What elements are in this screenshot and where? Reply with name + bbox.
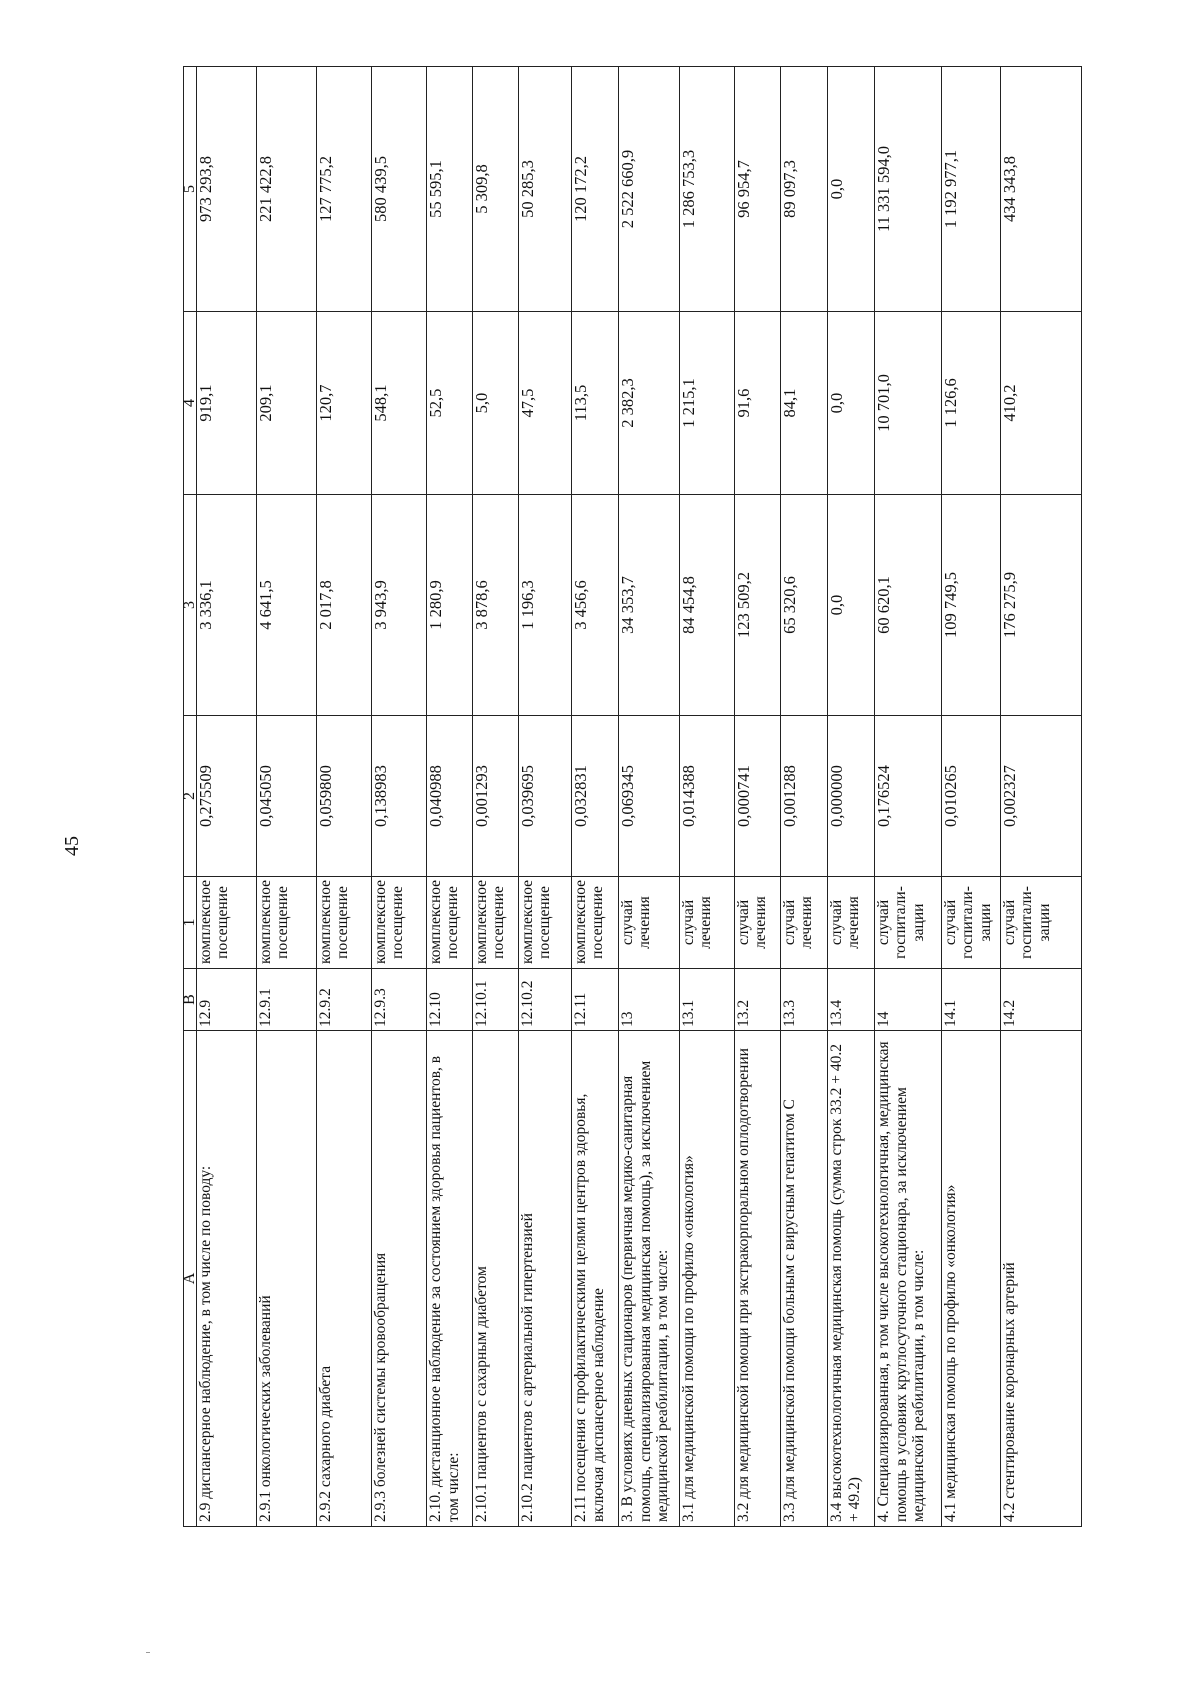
value-col-3: 0,0 bbox=[828, 495, 875, 716]
value-col-3: 176 275,9 bbox=[1001, 495, 1082, 716]
value-col-2: 0,010265 bbox=[942, 716, 1001, 877]
value-col-4: 410,2 bbox=[1001, 312, 1082, 495]
row-unit bbox=[781, 877, 828, 969]
value-col-2: 0,002327 bbox=[1001, 716, 1082, 877]
value-col-4: 113,5 bbox=[572, 312, 619, 495]
row-name: 3.3 для медицинской помощи больным с вирусным гепатитом С bbox=[781, 1031, 828, 1527]
row-unit bbox=[680, 877, 735, 969]
table-row bbox=[197, 67, 257, 1527]
value-col-5: 120 172,2 bbox=[572, 67, 619, 312]
header-cell-3: 3 bbox=[184, 495, 197, 716]
header-cell-a: А bbox=[184, 1031, 197, 1527]
value-col-3: 3 456,6 bbox=[572, 495, 619, 716]
unit-line: посещение bbox=[274, 886, 292, 959]
header-cell-1: 1 bbox=[184, 877, 197, 969]
value-col-4: 1 215,1 bbox=[680, 312, 735, 495]
value-col-4: 52,5 bbox=[427, 312, 473, 495]
header-cell-b: В bbox=[184, 969, 197, 1031]
row-unit bbox=[519, 877, 572, 969]
value-col-5: 0,0 bbox=[828, 67, 875, 312]
value-col-4: 84,1 bbox=[781, 312, 828, 495]
unit-line: зации bbox=[1035, 903, 1053, 942]
value-col-3: 2 017,8 bbox=[317, 495, 372, 716]
value-col-2: 0,040988 bbox=[427, 716, 473, 877]
unit-line: зации bbox=[909, 903, 927, 942]
value-col-3: 34 353,7 bbox=[619, 495, 680, 716]
unit-line: случай bbox=[619, 899, 636, 946]
table-row bbox=[427, 67, 473, 1527]
unit-line: комплексное bbox=[197, 879, 214, 964]
table-row bbox=[781, 67, 828, 1527]
unit-line: случай bbox=[781, 899, 798, 946]
value-col-5: 96 954,7 bbox=[735, 67, 781, 312]
row-unit bbox=[257, 877, 317, 969]
table-row bbox=[372, 67, 427, 1527]
value-col-3: 109 749,5 bbox=[942, 495, 1001, 716]
value-col-2: 0,059800 bbox=[317, 716, 372, 877]
table-row bbox=[875, 67, 942, 1527]
value-col-5: 89 097,3 bbox=[781, 67, 828, 312]
unit-line: случай bbox=[875, 899, 892, 946]
value-col-5: 55 595,1 bbox=[427, 67, 473, 312]
table-body bbox=[197, 67, 1082, 1527]
value-col-2: 0,014388 bbox=[680, 716, 735, 877]
header-row bbox=[184, 67, 197, 1527]
unit-line: лечения bbox=[636, 896, 654, 949]
row-unit bbox=[942, 877, 1001, 969]
table-row bbox=[317, 67, 372, 1527]
value-col-3: 123 509,2 bbox=[735, 495, 781, 716]
row-unit bbox=[828, 877, 875, 969]
header-cell-2: 2 bbox=[184, 716, 197, 877]
value-col-5: 973 293,8 bbox=[197, 67, 257, 312]
unit-line: случай bbox=[1001, 899, 1018, 946]
row-code: 12.10.2 bbox=[519, 969, 572, 1031]
unit-line: лечения bbox=[752, 896, 770, 949]
value-col-3: 65 320,6 bbox=[781, 495, 828, 716]
row-name: 3. В условиях дневных стационаров (первичная медико-санитарная помощь, специализированная медицинская помощь), за исключением медицинской реабилитации, в том числе: bbox=[619, 1031, 680, 1527]
unit-line: случай bbox=[680, 899, 697, 946]
row-name: 2.10.1 пациентов с сахарным диабетом bbox=[473, 1031, 519, 1527]
unit-line: посещение bbox=[536, 886, 554, 959]
unit-line: комплексное bbox=[519, 879, 536, 964]
row-code: 12.10 bbox=[427, 969, 473, 1031]
row-code: 13 bbox=[619, 969, 680, 1031]
row-name: 4.1 медицинская помощь по профилю «онкология» bbox=[942, 1031, 1001, 1527]
value-col-5: 434 343,8 bbox=[1001, 67, 1082, 312]
scan-mark bbox=[146, 1652, 150, 1653]
unit-line: посещение bbox=[490, 886, 508, 959]
value-col-2: 0,000741 bbox=[735, 716, 781, 877]
value-col-2: 0,001293 bbox=[473, 716, 519, 877]
value-col-5: 5 309,8 bbox=[473, 67, 519, 312]
value-col-2: 0,032831 bbox=[572, 716, 619, 877]
value-col-2: 0,045050 bbox=[257, 716, 317, 877]
row-name: 2.9.1 онкологических заболеваний bbox=[257, 1031, 317, 1527]
value-col-4: 91,6 bbox=[735, 312, 781, 495]
table-row bbox=[572, 67, 619, 1527]
value-col-2: 0,275509 bbox=[197, 716, 257, 877]
row-unit bbox=[619, 877, 680, 969]
row-name: 3.2 для медицинской помощи при экстракорпоральном оплодотворении bbox=[735, 1031, 781, 1527]
row-name: 4.2 стентирование коронарных артерий bbox=[1001, 1031, 1082, 1527]
row-unit bbox=[372, 877, 427, 969]
value-col-5: 1 192 977,1 bbox=[942, 67, 1001, 312]
table-row bbox=[1001, 67, 1082, 1527]
row-code: 14.2 bbox=[1001, 969, 1082, 1031]
row-name: 2.9.2 сахарного диабета bbox=[317, 1031, 372, 1527]
value-col-3: 84 454,8 bbox=[680, 495, 735, 716]
value-col-2: 0,176524 bbox=[875, 716, 942, 877]
page-number: 45 bbox=[60, 836, 83, 856]
row-code: 12.9.3 bbox=[372, 969, 427, 1031]
unit-line: лечения bbox=[845, 896, 863, 949]
row-name: 2.10. дистанционное наблюдение за состоянием здоровья пациентов, в том числе: bbox=[427, 1031, 473, 1527]
value-col-4: 2 382,3 bbox=[619, 312, 680, 495]
row-code: 13.4 bbox=[828, 969, 875, 1031]
row-name: 2.9.3 болезней системы кровообращения bbox=[372, 1031, 427, 1527]
row-name: 3.1 для медицинской помощи по профилю «онкология» bbox=[680, 1031, 735, 1527]
value-col-2: 0,069345 bbox=[619, 716, 680, 877]
row-code: 13.2 bbox=[735, 969, 781, 1031]
row-code: 12.9 bbox=[197, 969, 257, 1031]
row-name: 3.4 высокотехнологичная медицинская помощь (сумма строк 33.2 + 40.2 + 49.2) bbox=[828, 1031, 875, 1527]
unit-line: комплексное bbox=[572, 879, 589, 964]
unit-line: посещение bbox=[589, 886, 607, 959]
value-col-5: 580 439,5 bbox=[372, 67, 427, 312]
value-col-3: 4 641,5 bbox=[257, 495, 317, 716]
table-row bbox=[680, 67, 735, 1527]
value-col-3: 60 620,1 bbox=[875, 495, 942, 716]
row-unit bbox=[875, 877, 942, 969]
value-col-4: 919,1 bbox=[197, 312, 257, 495]
value-col-2: 0,039695 bbox=[519, 716, 572, 877]
value-col-4: 209,1 bbox=[257, 312, 317, 495]
unit-line: случай bbox=[942, 899, 959, 946]
unit-line: посещение bbox=[389, 886, 407, 959]
value-col-2: 0,001288 bbox=[781, 716, 828, 877]
value-col-2: 0,138983 bbox=[372, 716, 427, 877]
row-code: 12.11 bbox=[572, 969, 619, 1031]
row-name: 2.9 диспансерное наблюдение, в том числе по поводу: bbox=[197, 1031, 257, 1527]
table-row bbox=[257, 67, 317, 1527]
row-name: 2.10.2 пациентов с артериальной гипертензией bbox=[519, 1031, 572, 1527]
value-col-4: 10 701,0 bbox=[875, 312, 942, 495]
unit-line: госпитали- bbox=[1018, 886, 1036, 959]
unit-line: случай bbox=[735, 899, 752, 946]
unit-line: комплексное bbox=[473, 879, 490, 964]
unit-line: госпитали- bbox=[892, 886, 910, 959]
value-col-3: 3 336,1 bbox=[197, 495, 257, 716]
value-col-3: 3 943,9 bbox=[372, 495, 427, 716]
value-col-5: 127 775,2 bbox=[317, 67, 372, 312]
value-col-4: 120,7 bbox=[317, 312, 372, 495]
row-unit bbox=[572, 877, 619, 969]
value-col-5: 221 422,8 bbox=[257, 67, 317, 312]
row-code: 14 bbox=[875, 969, 942, 1031]
value-col-5: 50 285,3 bbox=[519, 67, 572, 312]
value-col-5: 2 522 660,9 bbox=[619, 67, 680, 312]
row-code: 14.1 bbox=[942, 969, 1001, 1031]
value-col-5: 11 331 594,0 bbox=[875, 67, 942, 312]
row-unit bbox=[197, 877, 257, 969]
value-col-4: 47,5 bbox=[519, 312, 572, 495]
row-code: 12.9.2 bbox=[317, 969, 372, 1031]
value-col-5: 1 286 753,3 bbox=[680, 67, 735, 312]
unit-line: комплексное bbox=[427, 879, 444, 964]
row-code: 13.3 bbox=[781, 969, 828, 1031]
unit-line: комплексное bbox=[372, 879, 389, 964]
value-col-3: 1 280,9 bbox=[427, 495, 473, 716]
table-row bbox=[619, 67, 680, 1527]
table-row bbox=[942, 67, 1001, 1527]
value-col-4: 0,0 bbox=[828, 312, 875, 495]
value-col-4: 5,0 bbox=[473, 312, 519, 495]
table-row bbox=[519, 67, 572, 1527]
row-unit bbox=[427, 877, 473, 969]
value-col-2: 0,000000 bbox=[828, 716, 875, 877]
row-name: 2.11 посещения с профилактическими целями центров здоровья, включая диспансерное наблюдение bbox=[572, 1031, 619, 1527]
unit-line: зации bbox=[976, 903, 994, 942]
row-unit bbox=[317, 877, 372, 969]
unit-line: комплексное bbox=[317, 879, 334, 964]
row-unit bbox=[1001, 877, 1082, 969]
row-unit bbox=[735, 877, 781, 969]
row-unit bbox=[473, 877, 519, 969]
value-col-4: 1 126,6 bbox=[942, 312, 1001, 495]
value-col-3: 3 878,6 bbox=[473, 495, 519, 716]
row-code: 12.9.1 bbox=[257, 969, 317, 1031]
unit-line: комплексное bbox=[257, 879, 274, 964]
table-row bbox=[473, 67, 519, 1527]
value-col-4: 548,1 bbox=[372, 312, 427, 495]
header-cell-4: 4 bbox=[184, 312, 197, 495]
row-code: 13.1 bbox=[680, 969, 735, 1031]
value-col-3: 1 196,3 bbox=[519, 495, 572, 716]
unit-line: посещение bbox=[214, 886, 232, 959]
unit-line: лечения bbox=[697, 896, 715, 949]
unit-line: посещение bbox=[334, 886, 352, 959]
unit-line: посещение bbox=[444, 886, 462, 959]
unit-line: лечения bbox=[798, 896, 816, 949]
header-cell-5: 5 bbox=[184, 67, 197, 312]
row-code: 12.10.1 bbox=[473, 969, 519, 1031]
tariff-table bbox=[183, 66, 1082, 1527]
row-name: 4. Специализированная, в том числе высокотехнологичная, медицинская помощь в условиях круглосуточного стационара, за исключением медицинской реабилитации, в том числе: bbox=[875, 1031, 942, 1527]
unit-line: случай bbox=[828, 899, 845, 946]
table-row bbox=[828, 67, 875, 1527]
tariff-table-wrapper bbox=[183, 67, 1082, 1527]
table-row bbox=[735, 67, 781, 1527]
unit-line: госпитали- bbox=[959, 886, 977, 959]
